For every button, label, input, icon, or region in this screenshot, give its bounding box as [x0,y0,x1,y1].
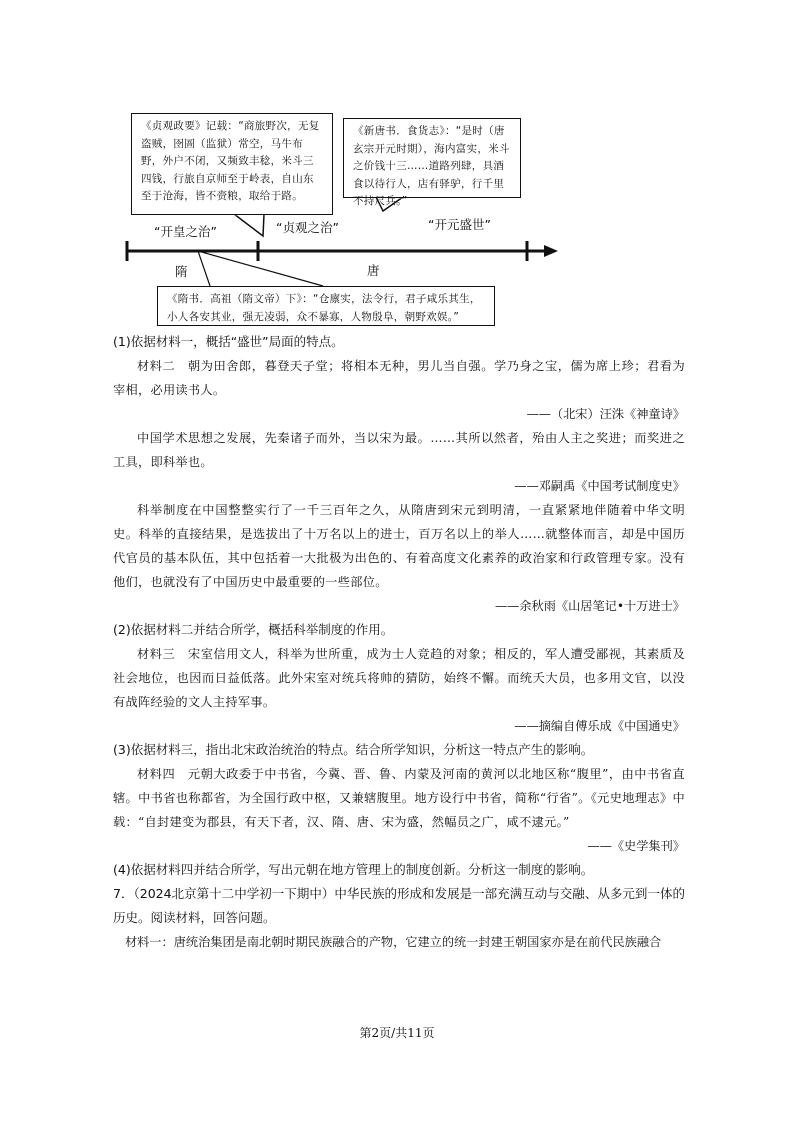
dynasty-sui: 隋 [175,264,188,279]
period-kaiyuan: “开元盛世” [428,217,491,232]
material-2-paragraph-3: 科举制度在中国整整实行了一千三百年之久，从隋唐到宋元到明清，一直紧紧地伴随着中华文明史。科举的直接结果，是选拔出了十万名以上的进士，百万名以上的举人……就整体而言，却是中国历代官员的基本队伍，其中包括着一大批极为出色的、有着高度文化素养的政治家和行政管理专家。没有他们，也就没有了中国历史中最重要的一些部位。 [113,503,685,589]
material-2-paragraph-2: 中国学术思想之发展，先秦诸子而外，当以宋为最。……其所以然者，殆由人主之奖进；而奖进之工具，即科举也。 [113,431,685,469]
question-7-material-1: 材料一：唐统治集团是南北朝时期民族融合的产物，它建立的统一封建王朝国家亦是在前代民族融合 [125,935,662,949]
material-2-poem: 材料二 朝为田舍郎，暮登天子堂；将相本无种，男儿当自强。学乃身之宝，儒为席上珍；君看为宰相，必用读书人。 [113,359,685,397]
document-body [113,330,685,954]
kaihuang-pointer-left [198,251,210,286]
material-4: 材料四 元朝大政委于中书省，今冀、晋、鲁、内蒙及河南的黄河以北地区称“腹里”，由中书省直辖。中书省也称都省，为全国行政中枢，又兼辖腹里。地方设行中书省，简称“行省”。《元史地理志》中载：“自封建变为郡县，有天下者，汉、隋、唐、宋为盛，然幅员之广，咸不逮元。” [113,767,685,829]
material-2-source-2: ——邓嗣禹《中国考试制度史》 [514,479,685,493]
question-7-intro: 7．（2024北京第十二中学初一下期中）中华民族的形成和发展是一部充满互动与交融、从多元到一体的历史。阅读材料，回答问题。 [113,886,685,925]
dynasty-tang: 唐 [367,263,380,278]
question-3: (3)依据材料三，指出北宋政治统治的特点。结合所学知识，分析这一特点产生的影响。 [113,742,594,757]
timeline-arrowhead [544,245,558,257]
material-4-source: ——《史学集刊》 [587,839,685,853]
page-footer: 第2页/共11页 [359,1026,435,1040]
question-2: (2)依据材料二并结合所学，概括科举制度的作用。 [113,622,394,637]
kaihuang-quote-box: 《隋书．高祖（隋文帝）下》：“仓廪实，法令行，君子咸乐其生，小人各安其业，强无凌弱，众不暴寡，人物殷阜，朝野欢娱。” [157,286,495,326]
timeline-diagram [118,108,568,328]
material-3: 材料三 宋室信用文人，科举为世所重，成为士人竞趋的对象；相反的，军人遭受鄙视，其素质及社会地位，也因而日益低落。此外宋室对统兵将帅的猜防，始终不懈。而统夭大员，也多用文官，以没有战阵经验的文人主持军事。 [113,647,685,709]
kaiyuan-quote-box: 《新唐书．食货志》：“是时（唐玄宗开元时期），海内富实，米斗之价钱十三……道路列肆，具酒食以待行人，店有驿驴，行千里不持尺兵。” [343,118,521,198]
material-3-source: ——摘编自傅乐成《中国通史》 [514,719,685,733]
zhenguan-callout-tail [234,214,264,236]
material-2-source-1: ——（北宋）汪洙《神童诗》 [526,407,685,421]
question-1: (1)依据材料一，概括“盛世”局面的特点。 [113,334,344,349]
question-4: (4)依据材料四并结合所学，写出元朝在地方管理上的制度创新。分析这一制度的影响。 [113,862,594,877]
material-2-source-3: ——余秋雨《山居笔记•十万进士》 [494,599,685,613]
kaihuang-pointer-right [198,251,323,286]
zhenguan-quote-box: 《贞观政要》记载：“商旅野次，无复盗贼，囹圄（监狱）常空，马牛布野，外户不闭，又频致丰稔，米斗三四钱，行旅自京师至于岭表，自山东至于沧海，皆不赍粮，取给于路。 [131,113,333,215]
period-kaihuang: “开皇之治” [154,224,217,239]
period-zhenguan: “贞观之治” [276,220,339,235]
